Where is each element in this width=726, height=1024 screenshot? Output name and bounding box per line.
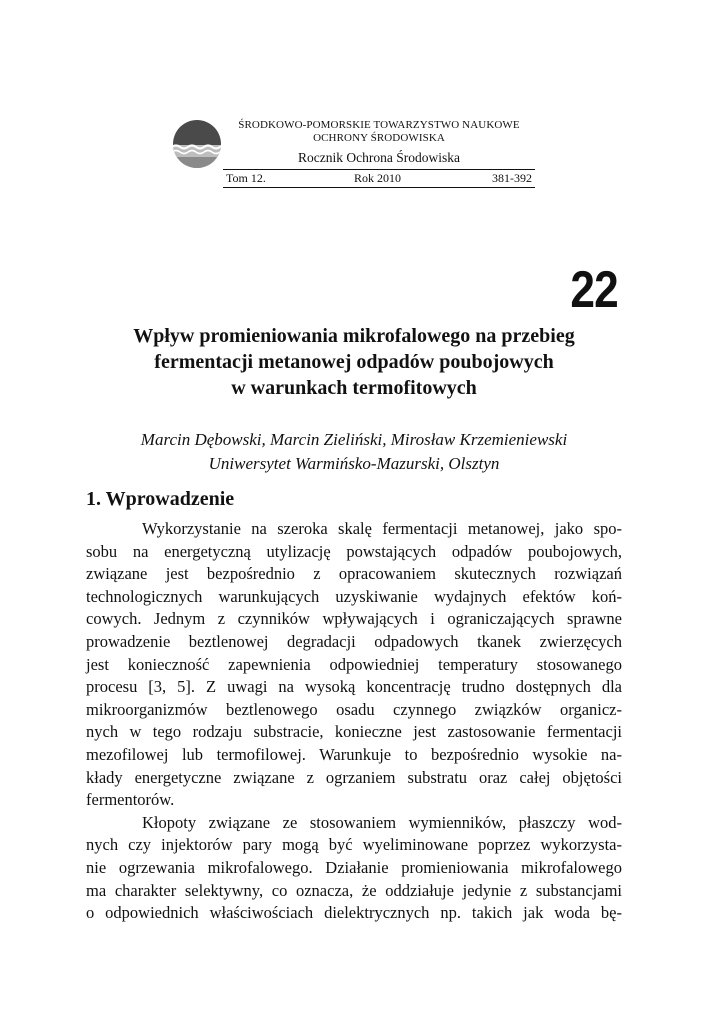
publisher-line-2: OCHRONY ŚRODOWISKA	[313, 132, 445, 144]
title-line: fermentacji metanowej odpadów poubojowych	[154, 351, 554, 373]
body-line: kłady energetyczne związane z ogrzaniem substratu oraz całej objętości	[86, 767, 622, 787]
header-rule-top	[223, 169, 535, 170]
title-line: w warunkach termofitowych	[231, 377, 477, 399]
title-line: Wpływ promieniowania mikrofalowego na przebieg	[133, 325, 575, 347]
publisher-line-1: ŚRODKOWO-POMORSKIE TOWARZYSTWO NAUKOWE	[238, 119, 520, 131]
article-title	[86, 323, 622, 401]
body-line: technologicznych warunkujących uzyskiwanie wydajnych efektów koń-	[86, 586, 622, 606]
body-line: sobu na energetyczną utylizację powstających odpadów poubojowych,	[86, 541, 622, 561]
body-line: nie ogrzewania mikrofalowego. Działanie promieniowania mikrofalowego	[86, 857, 622, 877]
authors-block	[86, 428, 622, 476]
header-rule-bottom	[223, 187, 535, 188]
body-line: procesu [3, 5]. Z uwagi na wysoką koncentrację trudno dostępnych dla	[86, 677, 622, 697]
body-line: fermentorów.	[86, 790, 175, 810]
body-line: cowych. Jednym z czynników wpływających i ograniczających sprawne	[86, 609, 622, 629]
pages-label: 381-392	[492, 171, 532, 185]
body-line: ma charakter selektywny, co oznacza, że oddziałuje jedynie z substancjami	[86, 880, 622, 900]
body-line: jest konieczność zapewnienia odpowiedniej temperatury stosowanego	[86, 654, 622, 674]
author-names: Marcin Dębowski, Marcin Zieliński, Mirosław Krzemieniewski	[140, 430, 568, 449]
body-line: nych czy injektorów pary mogą być wyeliminowane poprzez wykorzysta-	[86, 835, 622, 855]
body-text	[86, 518, 622, 925]
body-line: Wykorzystanie na szeroka skalę fermentacji metanowej, jako spo-	[142, 519, 622, 538]
year-label: Rok 2010	[354, 171, 402, 185]
affiliation: Uniwersytet Warmińsko-Mazurski, Olsztyn	[208, 454, 500, 473]
body-line: mikroorganizmów beztlenowego osadu czynnego związków organicz-	[86, 699, 622, 719]
chapter-number: 22	[570, 261, 618, 319]
body-line: prowadzenie beztlenowej degradacji odpadowych tkanek zwierzęcych	[86, 631, 622, 651]
journal-title: Rocznik Ochrona Środowiska	[298, 150, 460, 165]
body-line: Kłopoty związane ze stosowaniem wymienników, płaszczy wod-	[142, 812, 622, 832]
publisher-name	[223, 119, 535, 145]
body-line: nych w tego rodzaju substracie, konieczne jest zastosowanie fermentacji	[86, 722, 622, 742]
body-line: o odpowiednich właściwościach dielektrycznych np. takich jak woda bę-	[86, 903, 622, 923]
section-heading: 1. Wprowadzenie	[86, 488, 235, 510]
body-line: mezofilowej lub termofilowej. Warunkuje to bezpośrednio wysokie na-	[86, 744, 622, 764]
issue-info	[226, 171, 532, 186]
body-line: związane jest bezpośrednio z opracowaniem skutecznych rozwiązań	[86, 564, 622, 584]
society-water-logo-icon	[172, 119, 222, 169]
volume-label: Tom 12.	[226, 171, 266, 185]
